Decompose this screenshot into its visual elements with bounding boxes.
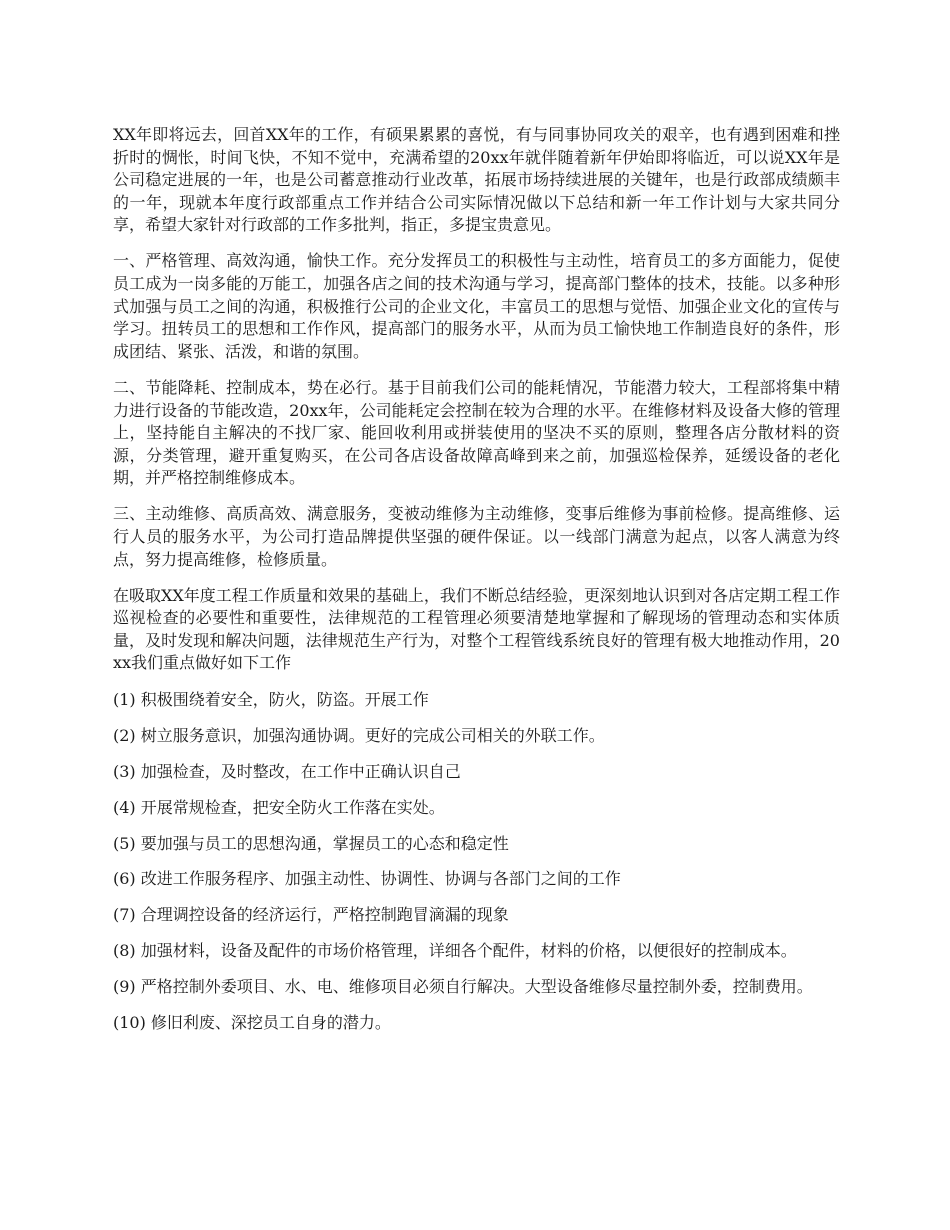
list-item-9: (9) 严格控制外委项目、水、电、维修项目必须自行解决。大型设备维修尽量控制外委，控制费用。 xyxy=(113,977,813,997)
intro-paragraph: XX年即将远去，回首XX年的工作，有硕果累累的喜悦，有与同事协同攻关的艰辛，也有遇到困难和挫折时的惆怅，时间飞快，不知不觉中，充满希望的20xx年就伴随着新年伊始即将临近，可以说XX年是公司稳定进展的一年，也是公司蓄意推动行业改革，拓展市场持续进展的关键年，也是行政部成绩颇丰的一年，现就本年度行政部重点工作并结合公司实际情况做以下总结和新一年工作计划与大家共同分享，希望大家针对行政部的工作多批判，指正，多提宝贵意见。 xyxy=(113,125,840,235)
list-item-10: (10) 修旧利废、深挖员工自身的潜力。 xyxy=(113,1013,391,1033)
section-3-paragraph: 三、主动维修、高质高效、满意服务，变被动维修为主动维修，变事后维修为事前检修。提高维修、运行人员的服务水平，为公司打造品牌提供坚强的硬件保证。以一线部门满意为起点，以客人满意为终点，努力提高维修，检修质量。 xyxy=(113,504,840,569)
list-item-1: (1) 积极围绕着安全，防火，防盗。开展工作 xyxy=(113,689,429,709)
section-1-paragraph: 一、严格管理、高效沟通，愉快工作。充分发挥员工的积极性与主动性，培育员工的多方面能力，促使员工成为一岗多能的万能工，加强各店之间的技术沟通与学习，提高部门整体的技术，技能。以多种形式加强与员工之间的沟通，积极推行公司的企业文化，丰富员工的思想与觉悟、加强企业文化的宣传与学习。扭转员工的思想和工作作风，提高部门的服务水平，从而为员工愉快地工作制造良好的条件，形成团结、紧张、活泼，和谐的氛围。 xyxy=(113,251,840,361)
list-item-3: (3) 加强检查，及时整改，在工作中正确认识自己 xyxy=(113,761,461,781)
list-item-6: (6) 改进工作服务程序、加强主动性、协调性、协调与各部门之间的工作 xyxy=(113,869,621,889)
list-item-2: (2) 树立服务意识，加强沟通协调。更好的完成公司相关的外联工作。 xyxy=(113,725,605,745)
list-item-8: (8) 加强材料，设备及配件的市场价格管理，详细各个配件，材料的价格，以便很好的控制成本。 xyxy=(113,941,797,961)
list-item-7: (7) 合理调控设备的经济运行，严格控制跑冒滴漏的现象 xyxy=(113,905,509,925)
list-item-4: (4) 开展常规检查，把安全防火工作落在实处。 xyxy=(113,797,445,817)
list-item-5: (5) 要加强与员工的思想沟通，掌握员工的心态和稳定性 xyxy=(113,833,509,853)
summary-paragraph: 在吸取XX年度工程工作质量和效果的基础上，我们不断总结经验，更深刻地认识到对各店定期工程工作巡视检查的必要性和重要性，法律规范的工程管理必须要清楚地掌握和了解现场的管理动态和实体质量，及时发现和解决问题，法律规范生产行为，对整个工程管线系统良好的管理有极大地推动作用，20xx我们重点做好如下工作 xyxy=(113,585,840,673)
section-2-paragraph: 二、节能降耗、控制成本，势在必行。基于目前我们公司的能耗情况，节能潜力较大，工程部将集中精力进行设备的节能改造，20xx年，公司能耗定会控制在较为合理的水平。在维修材料及设备大修的管理上，坚持能自主解决的不找厂家、能回收利用或拼装使用的坚决不买的原则，整理各店分散材料的资源，分类管理，避开重复购买，在公司各店设备故障高峰到来之前，加强巡检保养，延缓设备的老化期，并严格控制维修成本。 xyxy=(113,377,840,488)
document-body xyxy=(113,124,840,1048)
